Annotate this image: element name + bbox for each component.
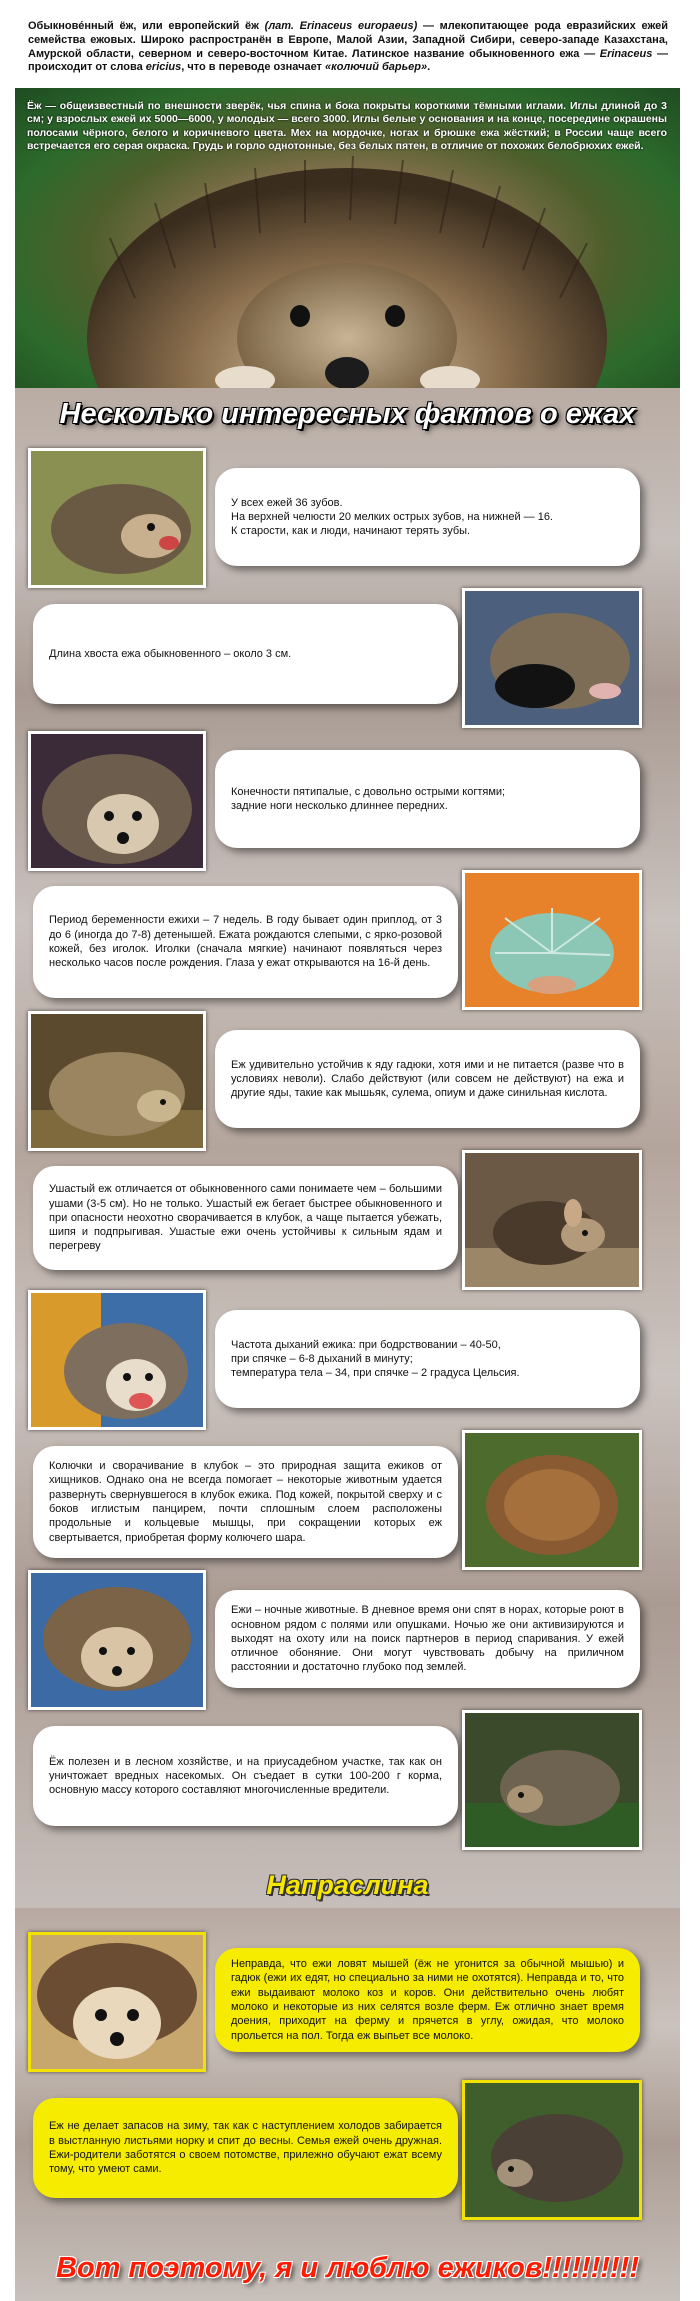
intro-latin-2: Erinaceus bbox=[599, 47, 653, 60]
fact-card-8 bbox=[33, 1446, 458, 1558]
photo-hedgehog-mouth bbox=[28, 448, 206, 588]
intro-text-5: . bbox=[427, 61, 431, 74]
fact-text-3: Конечности пятипалые, с довольно острыми когтями; задние ноги несколько длиннее передних. bbox=[231, 785, 506, 812]
intro-paragraph bbox=[28, 20, 668, 75]
fact-text-1: У всех ежей 36 зубов. На верхней челюсти 20 мелких острых зубов, на нижней — 16. К старости, как и люди, начинают терять зубы. bbox=[231, 496, 553, 538]
napraslina-text-2: Еж не делает запасов на зиму, так как с наступлением холодов забирается в выстланную листьями норку и спит до весны. Семья ежей очень дружная. Ежи-родители заботятся о своем потомстве, прилежно обучают ежат всему тому, что умеют сами. bbox=[49, 2120, 442, 2176]
photo-hedgehog-happy bbox=[28, 1290, 206, 1430]
fact-card-3 bbox=[215, 750, 640, 848]
photo-hedgehog-yellow-2 bbox=[462, 2080, 642, 2220]
intro-text-1: Обыкнове́нный ёж, или европейский ёж bbox=[28, 20, 259, 32]
fact-card-4 bbox=[33, 886, 458, 998]
photo-long-eared-hedgehog bbox=[462, 1150, 642, 1290]
photo-hedgehog-grass-2 bbox=[462, 1710, 642, 1850]
fact-text-8: Колючки и сворачивание в клубок – это природная защита ежиков от хищников. Однако она не всегда помогает – некоторые животным удается развернуть свернувшегося в клубок ежика. Под кожей, покрытой сверху и с боков иглистым панцирем, почти сплошным слоем расположены продольные и кольцевые мышцы, при сокращении которых еж свертывается, приобретая форму колючего шара. bbox=[49, 1460, 442, 1544]
fact-text-7: Частота дыханий ежика: при бодрствовании – 40-50, при спячке – 6-8 дыханий в минуту; температура тела – 34, при спячке – 2 градуса Цельсия. bbox=[231, 1338, 520, 1380]
fact-text-2: Длина хвоста ежа обыкновенного – около 3 см. bbox=[49, 647, 292, 660]
intro-text-4: , что в переводе означает bbox=[181, 61, 322, 74]
section-title: Несколько интересных фактов о ежах bbox=[59, 398, 636, 430]
fact-card-6 bbox=[33, 1166, 458, 1270]
intro-latin-1: (лат. Erinaceus europaeus) bbox=[264, 20, 418, 32]
fact-text-6: Ушастый еж отличается от обыкновенного сами понимаете чем – большими ушами (3-5 см). Но не только. Ушастый еж бегает быстрее обыкновенного и при опасности неохотно сворачивается в клубок, а чаще пытается убежать, шипя и подпрыгивая. Ушастые ежи очень устойчивы к сильным ядам и перегреву bbox=[49, 1183, 442, 1253]
napraslina-title: Напраслина bbox=[266, 1870, 429, 1900]
final-slogan: Вот поэтому, я и люблю ежиков!!!!!!!!!! bbox=[56, 2252, 639, 2284]
napraslina-card-2 bbox=[33, 2098, 458, 2198]
napraslina-text-1: Неправда, что ежи ловят мышей (ёж не угонится за обычной мышью) и гадюк (ежи их едят, но специально за ними не охотятся). Неправда и то, что ежи выдаивают молоко коз и коров. Они действительно очень любят молоко и некоторые из них селятся возле ферм. Еж отлично знает время доения, приходит на ферму и прячется в углу, ожидая, что молоко прольется на пол. Тогда еж выпьет все молоко. bbox=[231, 1958, 624, 2042]
photo-hedgehog-yellow-1 bbox=[28, 1932, 206, 2072]
fact-card-5 bbox=[215, 1030, 640, 1128]
intro-quote: «колючий барьер» bbox=[325, 61, 428, 74]
photo-hedgehog-grass bbox=[28, 1011, 206, 1151]
hero-image bbox=[15, 88, 680, 388]
napraslina-card-1 bbox=[215, 1948, 640, 2052]
photo-hedgehog-closeup bbox=[28, 731, 206, 871]
fact-card-9 bbox=[215, 1590, 640, 1688]
photo-hedgehog-ball bbox=[462, 1430, 642, 1570]
fact-card-7 bbox=[215, 1310, 640, 1408]
fact-card-1 bbox=[215, 468, 640, 566]
hero-text: Ёж — общеизвестный по внешности зверёк, чья спина и бока покрыты короткими тёмными иглами. Иглы длиной до 3 см; у взрослых ежей их 5000—6000, у молодых — всего 3000. Иглы белые у основания и на конце, посередине окрашены полосами чёрного, белого и коричневого цвета. Мех на мордочке, ногах и брюшке ежа жёсткий; в России чаще всего встречается его серая окраска. Грудь и горло однотонные, без белых пятен, в отличие от похожих белобрюхих ежей. bbox=[27, 100, 667, 153]
photo-hedgehog-baby bbox=[462, 870, 642, 1010]
photo-hedgehog-tail bbox=[462, 588, 642, 728]
fact-card-2 bbox=[33, 604, 458, 704]
intro-text-3: — происходит от слова bbox=[28, 47, 668, 74]
fact-card-10 bbox=[33, 1726, 458, 1826]
fact-text-4: Период беременности ежихи – 7 недель. В году бывает один приплод, от 3 до 6 (иногда до 7-8) детенышей. Ежата рождаются слепыми, с ярко-розовой кожей, без иголок. Иголки (сначала мягкие) начинают появляться через несколько часов после рождения. Глаза у ежат открываются на 16-й день. bbox=[49, 914, 442, 970]
fact-text-9: Ежи – ночные животные. В дневное время они спят в норах, которые роют в основном рядом с полями или опушками. Ночью же они активизируются и выходят на охоту или на поиск партнеров в период спаривания. У ежей отличное обоняние. Они могут чувствовать добычу на приличном расстоянии и достаточно глубоко под землей. bbox=[231, 1604, 624, 1674]
photo-hedgehog-portrait bbox=[28, 1570, 206, 1710]
fact-text-10: Ёж полезен и в лесном хозяйстве, и на приусадебном участке, так как он уничтожает вредных насекомых. Он съедает в сутки 100-200 г корма, основную массу которого составляют многочисленные вредители. bbox=[49, 1755, 442, 1797]
intro-text-2: — млекопитающее рода евразийских ежей семейства ежовых. Широко распространён в Европе, Малой Азии, Западной Сибири, северо-западе Казахстана, Амурской области, северном и северо-восточном Китае. Латинское название обыкновенного ежа — bbox=[28, 20, 668, 60]
fact-text-5: Еж удивительно устойчив к яду гадюки, хотя ими и не питается (разве что в условиях неволи). Слабо действуют (или совсем не действуют) на ежа и другие яды, такие как мышьяк, сулема, опиум и даже синильная кислота. bbox=[231, 1058, 624, 1100]
intro-latin-3: ericius bbox=[145, 61, 182, 74]
